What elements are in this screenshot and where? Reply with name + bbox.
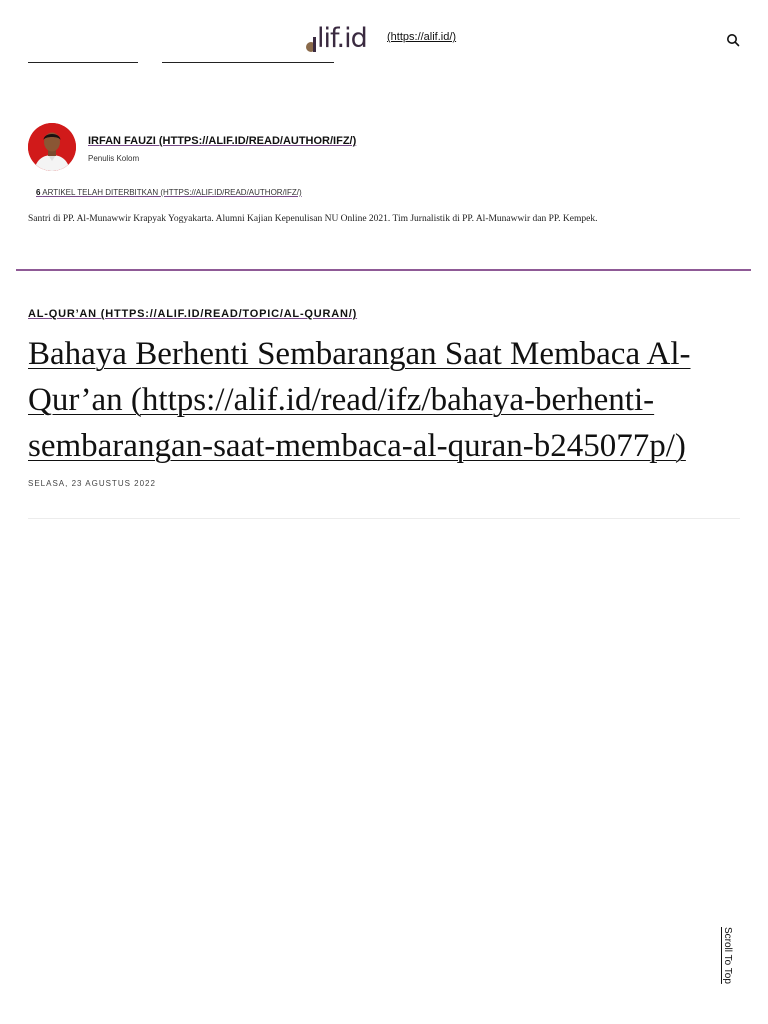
avatar-photo [28, 123, 76, 171]
post-topic-link[interactable]: AL-QUR’AN (HTTPS://ALIF.ID/READ/TOPIC/AL-QURAN/) [28, 308, 358, 320]
scroll-to-top-link[interactable]: Scroll To Top [722, 927, 733, 984]
articles-label: ARTIKEL TELAH DITERBITKAN (HTTPS://ALIF.ID/READ/AUTHOR/IFZ/) [42, 188, 302, 197]
author-articles-link[interactable] [36, 188, 302, 197]
search-icon [726, 33, 740, 47]
previous-content-peek [28, 52, 498, 68]
site-logo[interactable] [306, 24, 367, 52]
section-divider [16, 269, 751, 271]
site-header [0, 0, 768, 70]
post-divider [28, 518, 740, 519]
author-avatar[interactable] [28, 123, 76, 171]
post-date: SELASA, 23 AGUSTUS 2022 [28, 479, 156, 488]
article-count: 6 [36, 188, 41, 197]
post-card [28, 304, 740, 488]
post-title-link[interactable]: Bahaya Berhenti Sembarangan Saat Membaca Al-Qur’an (https://alif.id/read/ifz/bahaya-berhenti-sembarangan-saat-membaca-al-quran-b245077p/) [28, 336, 691, 464]
author-role: Penulis Kolom [88, 154, 140, 163]
search-button[interactable] [726, 33, 740, 47]
logo-mark-icon [306, 28, 316, 52]
peek-link-line [162, 62, 334, 63]
author-name-link[interactable]: IRFAN FAUZI (HTTPS://ALIF.ID/READ/AUTHOR/IFZ/) [88, 135, 357, 147]
peek-link-line [28, 62, 138, 63]
logo-url[interactable]: (https://alif.id/) [387, 31, 457, 43]
logo-text: lif.id [317, 23, 367, 54]
author-bio: Santri di PP. Al-Munawwir Krapyak Yogyakarta. Alumni Kajian Kepenulisan NU Online 2021. Tim Jurnalistik di PP. Al-Munawwir dan PP. Kempek. [28, 214, 598, 224]
